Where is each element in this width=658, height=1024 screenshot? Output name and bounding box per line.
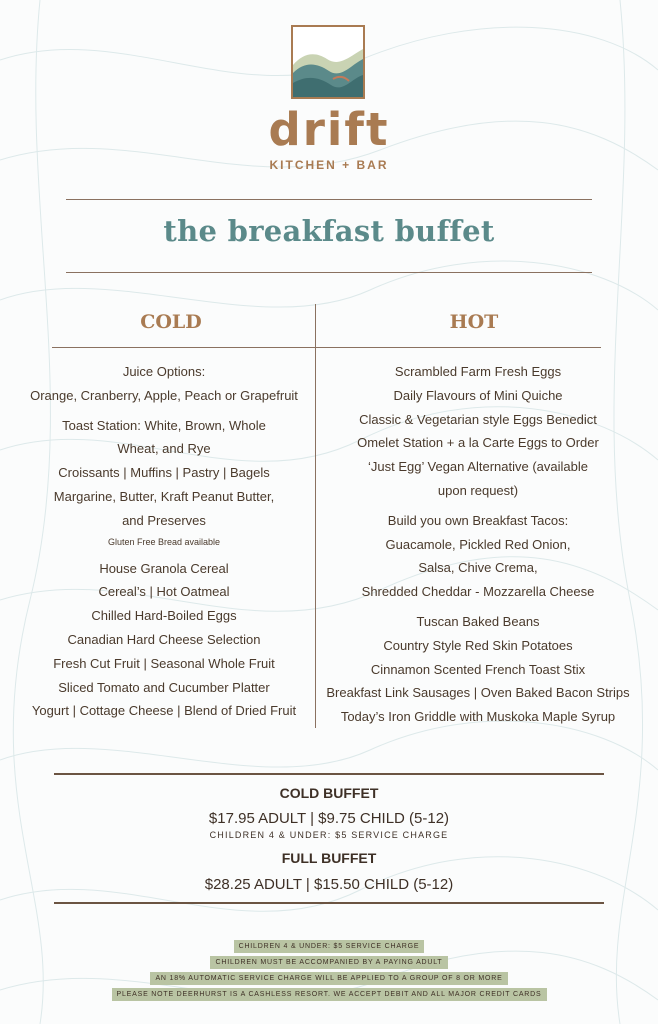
- cold-buffet-price: $17.95 ADULT | $9.75 CHILD (5-12): [208, 810, 450, 827]
- menu-item: Classic & Vegetarian style Eggs Benedict: [359, 411, 597, 427]
- waves-logo-icon: [293, 27, 363, 97]
- menu-item: Cereal’s | Hot Oatmeal: [98, 584, 230, 600]
- menu-item: Toast Station: White, Brown, Whole: [62, 417, 266, 433]
- cold-buffet-note: CHILDREN 4 & UNDER: $5 SERVICE CHARGE: [209, 830, 449, 840]
- menu-item: Fresh Cut Fruit | Seasonal Whole Fruit: [53, 655, 275, 671]
- policy-note: PLEASE NOTE DEERHURST IS A CASHLESS RESORT. WE ACCEPT DEBIT AND ALL MAJOR CREDIT CARDS: [112, 988, 547, 1001]
- policy-note: AN 18% AUTOMATIC SERVICE CHARGE WILL BE APPLIED TO A GROUP OF 8 OR MORE: [150, 972, 507, 985]
- menu-item: Croissants | Muffins | Pastry | Bagels: [58, 465, 270, 481]
- cold-menu-list: [14, 360, 314, 723]
- policy-note: CHILDREN 4 & UNDER: $5 SERVICE CHARGE: [234, 940, 425, 953]
- menu-item: Orange, Cranberry, Apple, Peach or Grapefruit: [30, 387, 298, 403]
- divider-top: [66, 199, 592, 200]
- policy-notes: [0, 940, 658, 1004]
- menu-item: Shredded Cheddar - Mozzarella Cheese: [361, 584, 595, 600]
- menu-item: Cinnamon Scented French Toast Stix: [370, 661, 586, 677]
- menu-item: Canadian Hard Cheese Selection: [67, 631, 261, 647]
- menu-item: Chilled Hard-Boiled Eggs: [91, 608, 237, 624]
- divider-pricing-top: [54, 773, 604, 775]
- divider-columns: [52, 347, 601, 348]
- full-buffet-heading: FULL BUFFET: [281, 850, 377, 866]
- menu-item: Breakfast Link Sausages | Oven Baked Bacon Strips: [326, 685, 630, 701]
- menu-item: Tuscan Baked Beans: [416, 613, 540, 629]
- cold-buffet-heading: COLD BUFFET: [279, 785, 379, 801]
- policy-note: CHILDREN MUST BE ACCOMPANIED BY A PAYING ADULT: [210, 956, 447, 969]
- menu-item: Sliced Tomato and Cucumber Platter: [58, 679, 270, 695]
- menu-item: Juice Options:: [122, 364, 206, 379]
- column-separator: [315, 304, 316, 728]
- full-buffet-price: $28.25 ADULT | $15.50 CHILD (5-12): [204, 876, 454, 893]
- divider-pricing-bottom: [54, 902, 604, 904]
- menu-item: Today’s Iron Griddle with Muskoka Maple Syrup: [340, 709, 616, 725]
- menu-item: upon request): [437, 482, 519, 498]
- menu-item: Guacamole, Pickled Red Onion,: [385, 536, 571, 552]
- brand-logo: [291, 25, 365, 99]
- divider-title-bottom: [66, 272, 592, 273]
- brand-name: drift: [268, 103, 390, 156]
- brand-subtitle: KITCHEN + BAR: [269, 158, 389, 172]
- hot-menu-list: [319, 360, 637, 729]
- menu-item: Scrambled Farm Fresh Eggs: [394, 364, 562, 379]
- menu-item: Margarine, Butter, Kraft Peanut Butter,: [53, 488, 275, 504]
- hot-heading: HOT: [449, 311, 499, 333]
- menu-item: House Granola Cereal: [99, 560, 229, 576]
- menu-item: Omelet Station + a la Carte Eggs to Order: [357, 435, 599, 451]
- menu-item: ‘Just Egg’ Vegan Alternative (available: [368, 459, 588, 475]
- page-title: the breakfast buffet: [163, 214, 495, 248]
- menu-item-note: Gluten Free Bread available: [107, 536, 221, 547]
- menu-item: Country Style Red Skin Potatoes: [383, 637, 573, 653]
- menu-item: Salsa, Chive Crema,: [418, 560, 538, 576]
- menu-item: Wheat, and Rye: [117, 441, 211, 457]
- menu-item: Yogurt | Cottage Cheese | Blend of Dried Fruit: [31, 703, 297, 719]
- menu-item: Build you own Breakfast Tacos:: [387, 512, 569, 528]
- menu-item: Daily Flavours of Mini Quiche: [393, 387, 563, 403]
- cold-heading: COLD: [140, 311, 202, 333]
- menu-item: and Preserves: [122, 512, 206, 528]
